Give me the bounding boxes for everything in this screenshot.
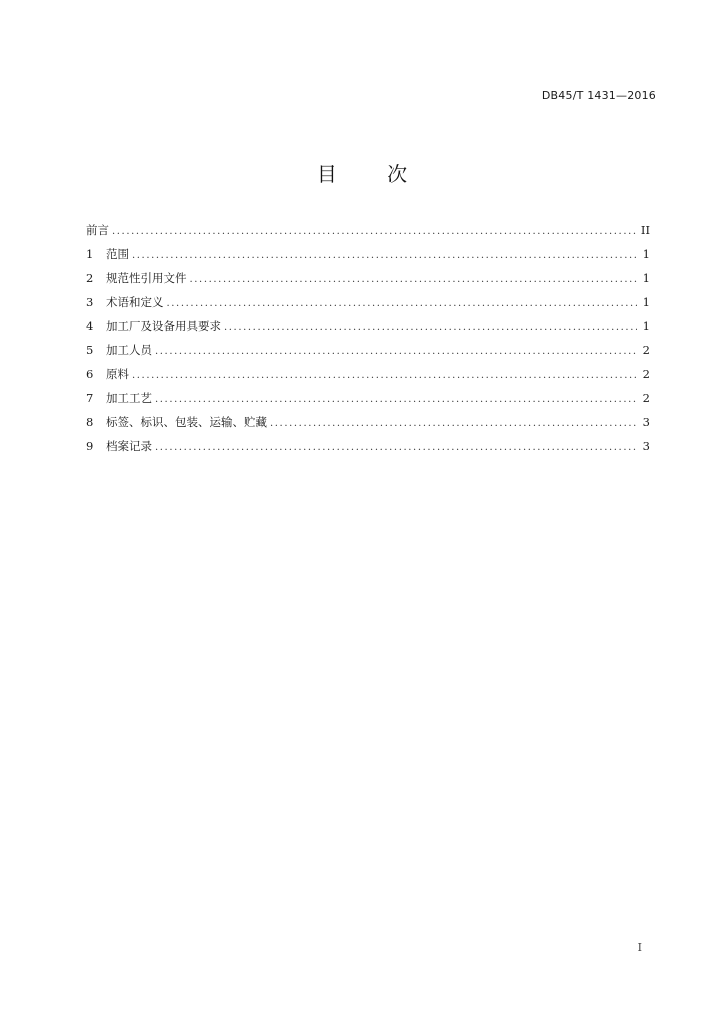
toc-entry-text: 加工人员: [106, 343, 152, 357]
toc-entry-page: II: [640, 223, 650, 237]
toc-entry-text: 加工厂及设备用具要求: [106, 319, 221, 333]
toc-entry-text: 术语和定义: [106, 295, 164, 309]
toc-entry-text: 加工工艺: [106, 391, 152, 405]
toc-entry-text: 标签、标识、包装、运输、贮藏: [106, 415, 267, 429]
toc-entry-number: 8: [86, 415, 94, 429]
standard-code: DB45/T 1431—2016: [541, 89, 656, 102]
table-of-contents: [86, 218, 650, 458]
toc-entry-factory-equipment[interactable]: [86, 314, 650, 338]
toc-entry-page: 3: [642, 439, 650, 453]
toc-leader-dots: [167, 292, 638, 316]
toc-entry-foreword[interactable]: [86, 218, 650, 242]
toc-entry-normative-references[interactable]: [86, 266, 650, 290]
toc-entry-text: 前言: [86, 223, 109, 237]
toc-entry-number: 2: [86, 271, 94, 285]
toc-leader-dots: [155, 388, 637, 412]
toc-entry-number: 7: [86, 391, 94, 405]
toc-entry-processing[interactable]: [86, 386, 650, 410]
toc-entry-page: 1: [642, 271, 650, 285]
toc-entry-raw-materials[interactable]: [86, 362, 650, 386]
toc-entry-number: 6: [86, 367, 94, 381]
toc-leader-dots: [155, 436, 637, 460]
page-number: I: [637, 941, 642, 954]
toc-entry-scope[interactable]: [86, 242, 650, 266]
toc-leader-dots: [155, 340, 637, 364]
toc-entry-terms-definitions[interactable]: [86, 290, 650, 314]
toc-entry-number: 9: [86, 439, 94, 453]
toc-entry-text: 范围: [106, 247, 129, 261]
toc-entry-page: 3: [642, 415, 650, 429]
toc-entry-page: 2: [642, 391, 650, 405]
toc-entry-text: 档案记录: [106, 439, 152, 453]
toc-entry-number: 5: [86, 343, 94, 357]
toc-entry-page: 2: [642, 343, 650, 357]
toc-entry-page: 1: [642, 319, 650, 333]
toc-entry-number: 3: [86, 295, 94, 309]
toc-leader-dots: [132, 244, 637, 268]
toc-leader-dots: [132, 364, 637, 388]
toc-entry-labeling-packaging[interactable]: [86, 410, 650, 434]
toc-entry-text: 规范性引用文件: [106, 271, 187, 285]
toc-entry-number: 1: [86, 247, 94, 261]
toc-leader-dots: [190, 268, 638, 292]
toc-title: 目 次: [316, 162, 430, 186]
toc-entry-page: 2: [642, 367, 650, 381]
toc-entry-personnel[interactable]: [86, 338, 650, 362]
toc-leader-dots: [224, 316, 637, 340]
toc-entry-number: 4: [86, 319, 94, 333]
toc-leader-dots: [112, 220, 636, 244]
toc-entry-page: 1: [642, 295, 650, 309]
toc-entry-records[interactable]: [86, 434, 650, 458]
toc-entry-text: 原料: [106, 367, 129, 381]
toc-entry-page: 1: [642, 247, 650, 261]
toc-leader-dots: [270, 412, 637, 436]
